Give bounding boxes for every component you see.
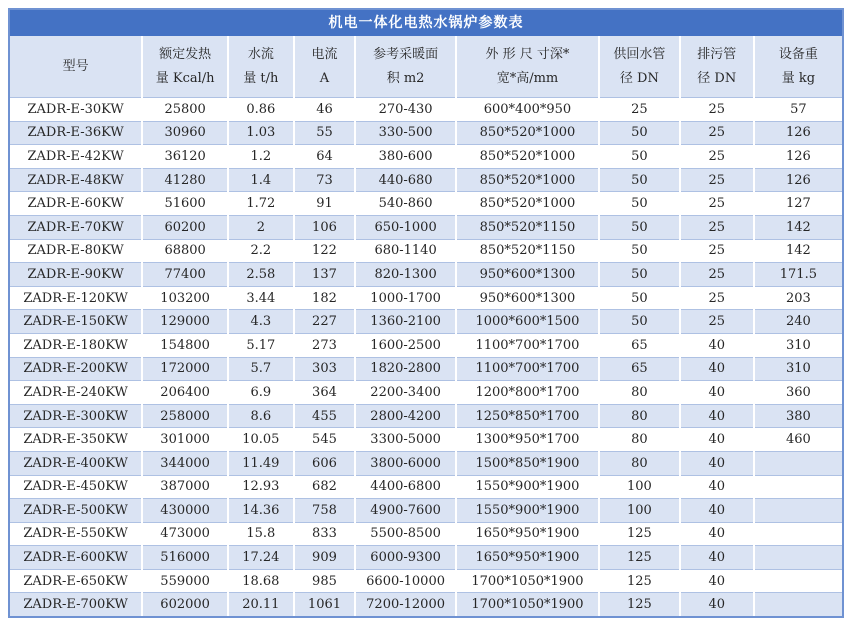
table-cell: 172000 — [142, 357, 228, 381]
table-cell: 227 — [294, 310, 356, 334]
column-header: 水流 量 t/h — [228, 36, 294, 98]
table-cell: ZADR-E-700KW — [10, 593, 142, 616]
table-cell: 8.6 — [228, 404, 294, 428]
table-cell: 25 — [680, 98, 754, 122]
column-header: 电流 A — [294, 36, 356, 98]
table-cell: 40 — [680, 404, 754, 428]
table-cell: 0.86 — [228, 98, 294, 122]
table-cell: 25 — [680, 145, 754, 169]
table-cell: 3800-6000 — [355, 451, 456, 475]
table-row — [10, 145, 842, 169]
table-body — [10, 98, 842, 617]
table-cell: 25 — [680, 121, 754, 145]
table-cell: 40 — [680, 593, 754, 616]
table-cell: 303 — [294, 357, 356, 381]
table-cell: ZADR-E-300KW — [10, 404, 142, 428]
table-cell: 758 — [294, 499, 356, 523]
table-cell: 125 — [599, 593, 680, 616]
table-cell: 258000 — [142, 404, 228, 428]
table-cell: 1500*850*1900 — [456, 451, 599, 475]
table-cell: 40 — [680, 475, 754, 499]
table-row — [10, 428, 842, 452]
table-cell: 41280 — [142, 168, 228, 192]
table-cell: 40 — [680, 357, 754, 381]
table-cell: ZADR-E-120KW — [10, 286, 142, 310]
table-cell: ZADR-E-350KW — [10, 428, 142, 452]
table-cell: 1650*950*1900 — [456, 522, 599, 546]
table-cell: 440-680 — [355, 168, 456, 192]
table-cell: 344000 — [142, 451, 228, 475]
table-cell: 850*520*1000 — [456, 121, 599, 145]
table-cell — [754, 475, 842, 499]
table-cell: ZADR-E-240KW — [10, 381, 142, 405]
table-cell — [754, 593, 842, 616]
table-cell: 182 — [294, 286, 356, 310]
table-cell: 203 — [754, 286, 842, 310]
table-cell: 1650*950*1900 — [456, 546, 599, 570]
table-cell: 602000 — [142, 593, 228, 616]
table-cell: 40 — [680, 333, 754, 357]
table-cell: 559000 — [142, 569, 228, 593]
table-cell — [754, 569, 842, 593]
table-cell: 606 — [294, 451, 356, 475]
table-cell: 25 — [680, 286, 754, 310]
table-row — [10, 121, 842, 145]
table-cell: 6600-10000 — [355, 569, 456, 593]
parameter-table — [10, 36, 842, 616]
table-cell: 171.5 — [754, 263, 842, 287]
table-row — [10, 263, 842, 287]
table-cell: 985 — [294, 569, 356, 593]
column-header: 供回水管 径 DN — [599, 36, 680, 98]
table-cell: 80 — [599, 404, 680, 428]
table-cell: 154800 — [142, 333, 228, 357]
table-cell: 833 — [294, 522, 356, 546]
table-cell: 1550*900*1900 — [456, 475, 599, 499]
table-cell: 36120 — [142, 145, 228, 169]
column-header: 额定发热 量 Kcal/h — [142, 36, 228, 98]
table-row — [10, 546, 842, 570]
table-cell: 80 — [599, 428, 680, 452]
table-cell: 50 — [599, 192, 680, 216]
table-cell: 545 — [294, 428, 356, 452]
table-cell: 126 — [754, 145, 842, 169]
table-cell: 50 — [599, 286, 680, 310]
table-cell: 14.36 — [228, 499, 294, 523]
table-row — [10, 215, 842, 239]
table-cell: 1.4 — [228, 168, 294, 192]
table-cell: 1000*600*1500 — [456, 310, 599, 334]
table-cell: 460 — [754, 428, 842, 452]
table-row — [10, 310, 842, 334]
table-cell: 25 — [680, 239, 754, 263]
table-cell: 1100*700*1700 — [456, 333, 599, 357]
table-cell: 20.11 — [228, 593, 294, 616]
table-cell: 850*520*1150 — [456, 215, 599, 239]
table-cell: 18.68 — [228, 569, 294, 593]
table-cell: 129000 — [142, 310, 228, 334]
table-cell: 2800-4200 — [355, 404, 456, 428]
table-cell: 50 — [599, 168, 680, 192]
table-cell: 540-860 — [355, 192, 456, 216]
table-cell: 364 — [294, 381, 356, 405]
table-cell: 12.93 — [228, 475, 294, 499]
table-cell: ZADR-E-200KW — [10, 357, 142, 381]
table-cell: ZADR-E-150KW — [10, 310, 142, 334]
table-cell: 1.2 — [228, 145, 294, 169]
table-cell: ZADR-E-550KW — [10, 522, 142, 546]
table-row — [10, 499, 842, 523]
table-cell — [754, 499, 842, 523]
table-cell: 50 — [599, 310, 680, 334]
table-cell — [754, 451, 842, 475]
column-header: 排污管 径 DN — [680, 36, 754, 98]
table-cell: 950*600*1300 — [456, 286, 599, 310]
table-cell: 1000-1700 — [355, 286, 456, 310]
table-cell: 30960 — [142, 121, 228, 145]
table-cell: ZADR-E-400KW — [10, 451, 142, 475]
table-cell: 387000 — [142, 475, 228, 499]
table-cell: 25 — [680, 310, 754, 334]
table-cell: 127 — [754, 192, 842, 216]
table-cell: ZADR-E-500KW — [10, 499, 142, 523]
table-cell: 91 — [294, 192, 356, 216]
table-cell: 1700*1050*1900 — [456, 569, 599, 593]
table-cell: 2200-3400 — [355, 381, 456, 405]
table-row — [10, 357, 842, 381]
table-cell: 40 — [680, 546, 754, 570]
table-cell: ZADR-E-80KW — [10, 239, 142, 263]
table-cell: ZADR-E-70KW — [10, 215, 142, 239]
table-cell: 80 — [599, 451, 680, 475]
table-cell: 516000 — [142, 546, 228, 570]
table-cell: 15.8 — [228, 522, 294, 546]
table-cell: 55 — [294, 121, 356, 145]
column-header: 参考采暖面 积 m2 — [355, 36, 456, 98]
table-cell: 680-1140 — [355, 239, 456, 263]
table-cell: 46 — [294, 98, 356, 122]
table-cell: 301000 — [142, 428, 228, 452]
table-cell: 6000-9300 — [355, 546, 456, 570]
table-cell: 380-600 — [355, 145, 456, 169]
table-row — [10, 168, 842, 192]
table-cell: 850*520*1000 — [456, 145, 599, 169]
table-cell: 4400-6800 — [355, 475, 456, 499]
table-cell: 310 — [754, 333, 842, 357]
table-cell: 240 — [754, 310, 842, 334]
table-cell: 125 — [599, 522, 680, 546]
table-cell: 51600 — [142, 192, 228, 216]
table-cell: 2.2 — [228, 239, 294, 263]
table-cell: 850*520*1000 — [456, 192, 599, 216]
table-cell: 1360-2100 — [355, 310, 456, 334]
table-row — [10, 381, 842, 405]
table-cell: 4900-7600 — [355, 499, 456, 523]
table-row — [10, 593, 842, 616]
header-row — [10, 36, 842, 98]
table-cell: 473000 — [142, 522, 228, 546]
table-cell: 25 — [599, 98, 680, 122]
table-cell: 5500-8500 — [355, 522, 456, 546]
table-cell: 64 — [294, 145, 356, 169]
table-cell: 1600-2500 — [355, 333, 456, 357]
table-title: 机电一体化电热水锅炉参数表 — [10, 10, 842, 36]
table-cell: 310 — [754, 357, 842, 381]
table-cell: 11.49 — [228, 451, 294, 475]
table-cell: 40 — [680, 499, 754, 523]
table-cell: 126 — [754, 168, 842, 192]
table-cell: 1100*700*1700 — [456, 357, 599, 381]
table-cell: 106 — [294, 215, 356, 239]
table-cell: 1700*1050*1900 — [456, 593, 599, 616]
table-cell: ZADR-E-180KW — [10, 333, 142, 357]
table-cell: 50 — [599, 145, 680, 169]
table-cell: 73 — [294, 168, 356, 192]
table-cell: 50 — [599, 263, 680, 287]
table-header — [10, 36, 842, 98]
table-cell: 126 — [754, 121, 842, 145]
table-cell — [754, 546, 842, 570]
table-cell: 103200 — [142, 286, 228, 310]
table-cell: 1300*950*1700 — [456, 428, 599, 452]
table-cell: 850*520*1150 — [456, 239, 599, 263]
table-cell: 125 — [599, 546, 680, 570]
column-header: 型号 — [10, 36, 142, 98]
table-row — [10, 239, 842, 263]
table-cell: 850*520*1000 — [456, 168, 599, 192]
table-cell: 25 — [680, 168, 754, 192]
table-cell: 430000 — [142, 499, 228, 523]
table-cell: 40 — [680, 428, 754, 452]
table-cell: 17.24 — [228, 546, 294, 570]
table-row — [10, 522, 842, 546]
table-cell: 2 — [228, 215, 294, 239]
table-cell: 25 — [680, 263, 754, 287]
table-cell: 68800 — [142, 239, 228, 263]
table-cell: 455 — [294, 404, 356, 428]
table-cell: ZADR-E-450KW — [10, 475, 142, 499]
table-cell: 40 — [680, 381, 754, 405]
table-cell: 137 — [294, 263, 356, 287]
table-row — [10, 451, 842, 475]
table-cell: 50 — [599, 215, 680, 239]
table-cell: 1550*900*1900 — [456, 499, 599, 523]
table-cell: 950*600*1300 — [456, 263, 599, 287]
table-cell: 3.44 — [228, 286, 294, 310]
table-cell: 273 — [294, 333, 356, 357]
table-cell: ZADR-E-30KW — [10, 98, 142, 122]
table-cell: 40 — [680, 569, 754, 593]
table-row — [10, 333, 842, 357]
table-cell: ZADR-E-36KW — [10, 121, 142, 145]
table-cell: ZADR-E-42KW — [10, 145, 142, 169]
table-cell: 40 — [680, 451, 754, 475]
table-cell: 820-1300 — [355, 263, 456, 287]
table-cell: 10.05 — [228, 428, 294, 452]
table-cell: ZADR-E-60KW — [10, 192, 142, 216]
table-cell: 100 — [599, 475, 680, 499]
column-header: 设备重 量 kg — [754, 36, 842, 98]
table-cell: 25800 — [142, 98, 228, 122]
table-cell: 100 — [599, 499, 680, 523]
table-row — [10, 192, 842, 216]
table-cell: 206400 — [142, 381, 228, 405]
table-cell: 380 — [754, 404, 842, 428]
table-cell: 1061 — [294, 593, 356, 616]
table-cell: 270-430 — [355, 98, 456, 122]
table-cell: 1.03 — [228, 121, 294, 145]
table-cell: 1200*800*1700 — [456, 381, 599, 405]
table-cell: 6.9 — [228, 381, 294, 405]
table-cell: ZADR-E-90KW — [10, 263, 142, 287]
table-cell: 77400 — [142, 263, 228, 287]
table-cell: 650-1000 — [355, 215, 456, 239]
table-cell: 65 — [599, 357, 680, 381]
table-cell: 3300-5000 — [355, 428, 456, 452]
boiler-parameter-table — [8, 8, 844, 618]
table-cell: 909 — [294, 546, 356, 570]
table-cell: 7200-12000 — [355, 593, 456, 616]
table-cell: 5.17 — [228, 333, 294, 357]
table-cell: 65 — [599, 333, 680, 357]
table-cell: 142 — [754, 239, 842, 263]
table-cell: 57 — [754, 98, 842, 122]
table-cell: ZADR-E-48KW — [10, 168, 142, 192]
table-cell: 2.58 — [228, 263, 294, 287]
table-cell: 125 — [599, 569, 680, 593]
table-cell: 25 — [680, 215, 754, 239]
table-row — [10, 475, 842, 499]
table-cell: 330-500 — [355, 121, 456, 145]
table-row — [10, 98, 842, 122]
column-header: 外 形 尺 寸深* 宽*高/mm — [456, 36, 599, 98]
table-cell: 40 — [680, 522, 754, 546]
table-cell: 682 — [294, 475, 356, 499]
table-cell: 4.3 — [228, 310, 294, 334]
table-cell: 50 — [599, 239, 680, 263]
table-cell: 25 — [680, 192, 754, 216]
table-cell: 1.72 — [228, 192, 294, 216]
table-cell: 600*400*950 — [456, 98, 599, 122]
table-cell — [754, 522, 842, 546]
table-row — [10, 404, 842, 428]
table-cell: 60200 — [142, 215, 228, 239]
table-cell: 80 — [599, 381, 680, 405]
table-cell: ZADR-E-650KW — [10, 569, 142, 593]
table-cell: ZADR-E-600KW — [10, 546, 142, 570]
table-cell: 5.7 — [228, 357, 294, 381]
table-cell: 142 — [754, 215, 842, 239]
table-cell: 122 — [294, 239, 356, 263]
table-cell: 1250*850*1700 — [456, 404, 599, 428]
table-cell: 1820-2800 — [355, 357, 456, 381]
table-cell: 50 — [599, 121, 680, 145]
table-row — [10, 569, 842, 593]
table-cell: 360 — [754, 381, 842, 405]
table-row — [10, 286, 842, 310]
